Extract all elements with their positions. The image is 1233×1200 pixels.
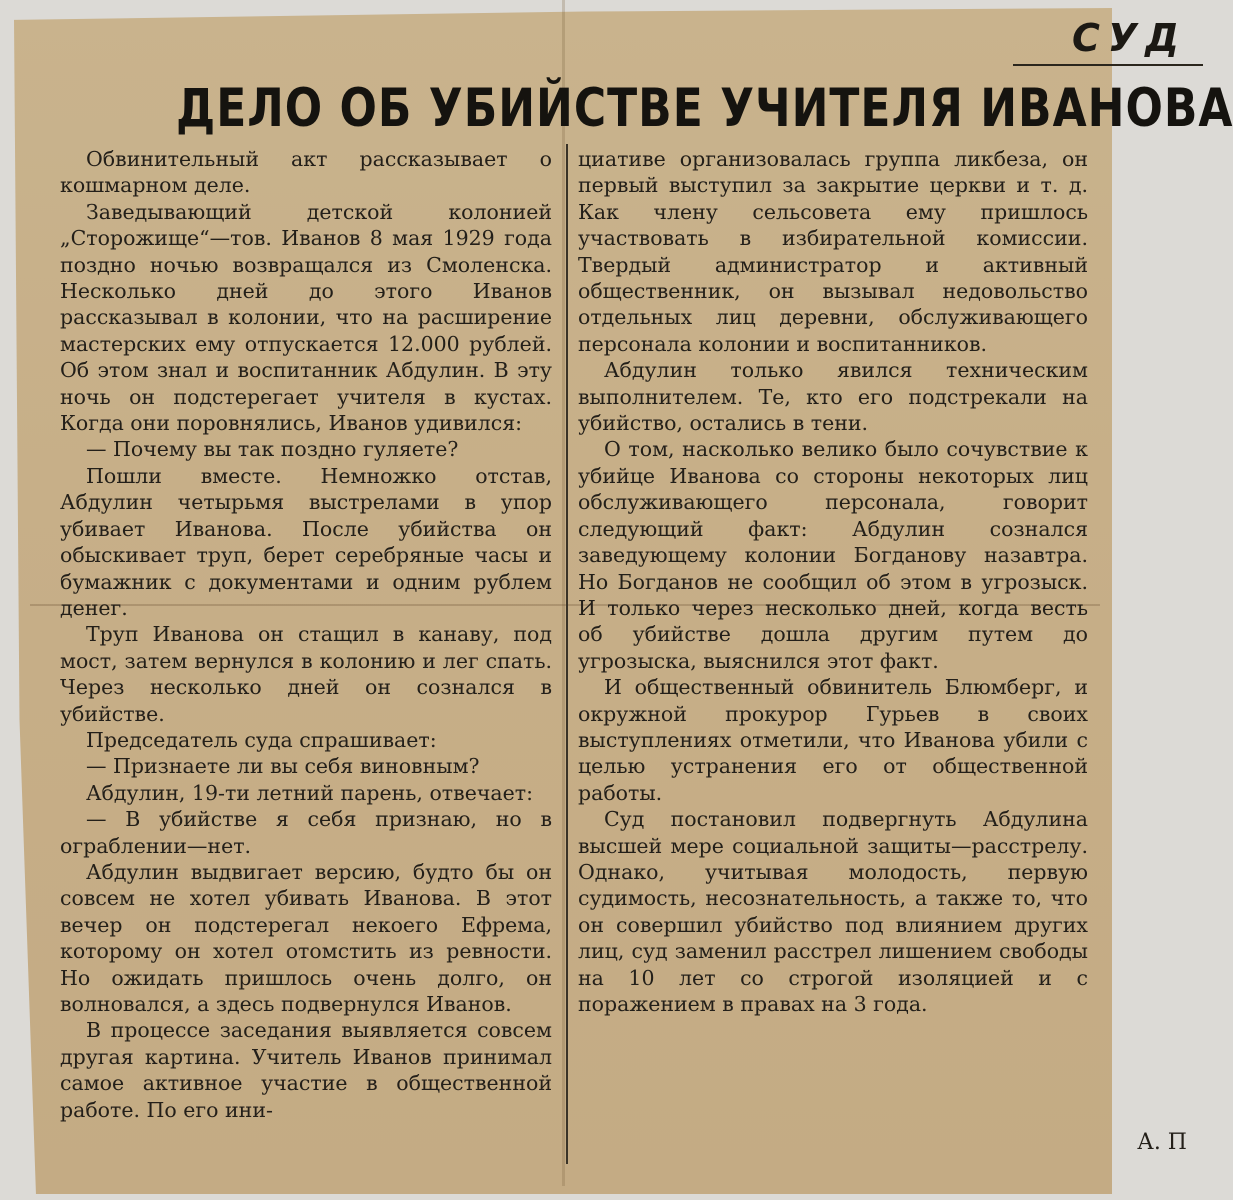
paragraph: В процессе заседания выявляется совсем другая картина. Учитель Иванов принимал самое активное участие в общественной работе. По его ини- [60, 1018, 552, 1122]
paragraph: Суд постановил подвергнуть Абдулина высшей мере социальной защиты—расстрелу. Однако, учитывая молодость, первую судимость, несознательность, а также то, что он совершил убийство под влиянием других лиц, суд заменил расстрел лишением свободы на 10 лет со строгой изоляцией и с поражением в правах на 3 года. [578, 807, 1088, 1016]
paragraph: Абдулин выдвигает версию, будто бы он совсем не хотел убивать Иванова. В этот вечер он подстерегал некоего Ефрема, которому он хотел отомстить из ревности. Но ожидать пришлось очень долго, он волновался, а здесь подвернулся Иванов. [60, 859, 552, 1016]
article-headline: ДЕЛО ОБ УБИЙСТВЕ УЧИТЕЛЯ ИВАНОВА [176, 78, 1233, 140]
paragraph: — В убийстве я себя признаю, но в ограблении—нет. [60, 807, 552, 858]
paragraph: Абдулин только явился техническим выполнителем. Те, кто его подстрекали на убийство, остались в тени. [578, 358, 1088, 436]
right-column [578, 146, 1088, 1017]
paragraph: — Признаете ли вы себя виновным? [86, 754, 480, 779]
paragraph: Заведывающий детской колонией „Сторожище“—тов. Иванов 8 мая 1929 года поздно ночью возвращался из Смоленска. Несколько дней до этого Иванов рассказывал в колонии, что на расширение мастерских ему отпускается 12.000 рублей. Об этом знал и воспитанник Абдулин. В эту ночь он подстерегает учителя в кустах. Когда они поровнялись, Иванов удивился: [60, 199, 552, 436]
section-rubric: СУД [1071, 16, 1187, 60]
left-column [60, 146, 552, 1123]
column-rule [566, 144, 568, 1164]
paragraph: Абдулин, 19-ти летний парень, отвечает: [86, 780, 533, 805]
paragraph: циативе организовалась группа ликбеза, он первый выступил за закрытие церкви и т. д. Как члену сельсовета ему пришлось участвовать в избирательной комиссии. Твердый администратор и активный общественник, он вызывал недовольство отдельных лиц деревни, обслуживающего персонала колонии и воспитанников. [578, 147, 1088, 356]
paragraph: Обвинительный акт рассказывает о кошмарном деле. [60, 147, 552, 198]
paragraph: О том, насколько велико было сочувствие к убийце Иванова со стороны некоторых лиц обслуживающего персонала, говорит следующий факт: Абдулин сознался заведующему колонии Богданову назавтра. Но Богданов не сообщил об этом в угрозыск. И только через несколько дней, когда весть об убийстве дошла другим путем до угрозыска, выяснился этот факт. [578, 437, 1088, 673]
paragraph: Председатель суда спрашивает: [86, 727, 437, 752]
paragraph: И общественный обвинитель Блюмберг, и окружной прокурор Гурьев в своих выступлениях отметили, что Иванова убили с целью устранения его от общественной работы. [578, 675, 1088, 805]
author-signature: А. П [1137, 1130, 1187, 1155]
rubric-underline [1013, 64, 1203, 66]
paragraph: Труп Иванова он стащил в канаву, под мост, затем вернулся в колонию и лег спать. Через несколько дней он сознался в убийстве. [60, 622, 552, 726]
fold-crease [562, 0, 565, 1186]
paragraph: — Почему вы так поздно гуляете? [86, 437, 459, 462]
paragraph: Пошли вместе. Немножко отстав, Абдулин четырьмя выстрелами в упор убивает Иванова. После убийства он обыскивает труп, берет серебряные часы и бумажник с документами и одним рублем денег. [60, 463, 552, 620]
